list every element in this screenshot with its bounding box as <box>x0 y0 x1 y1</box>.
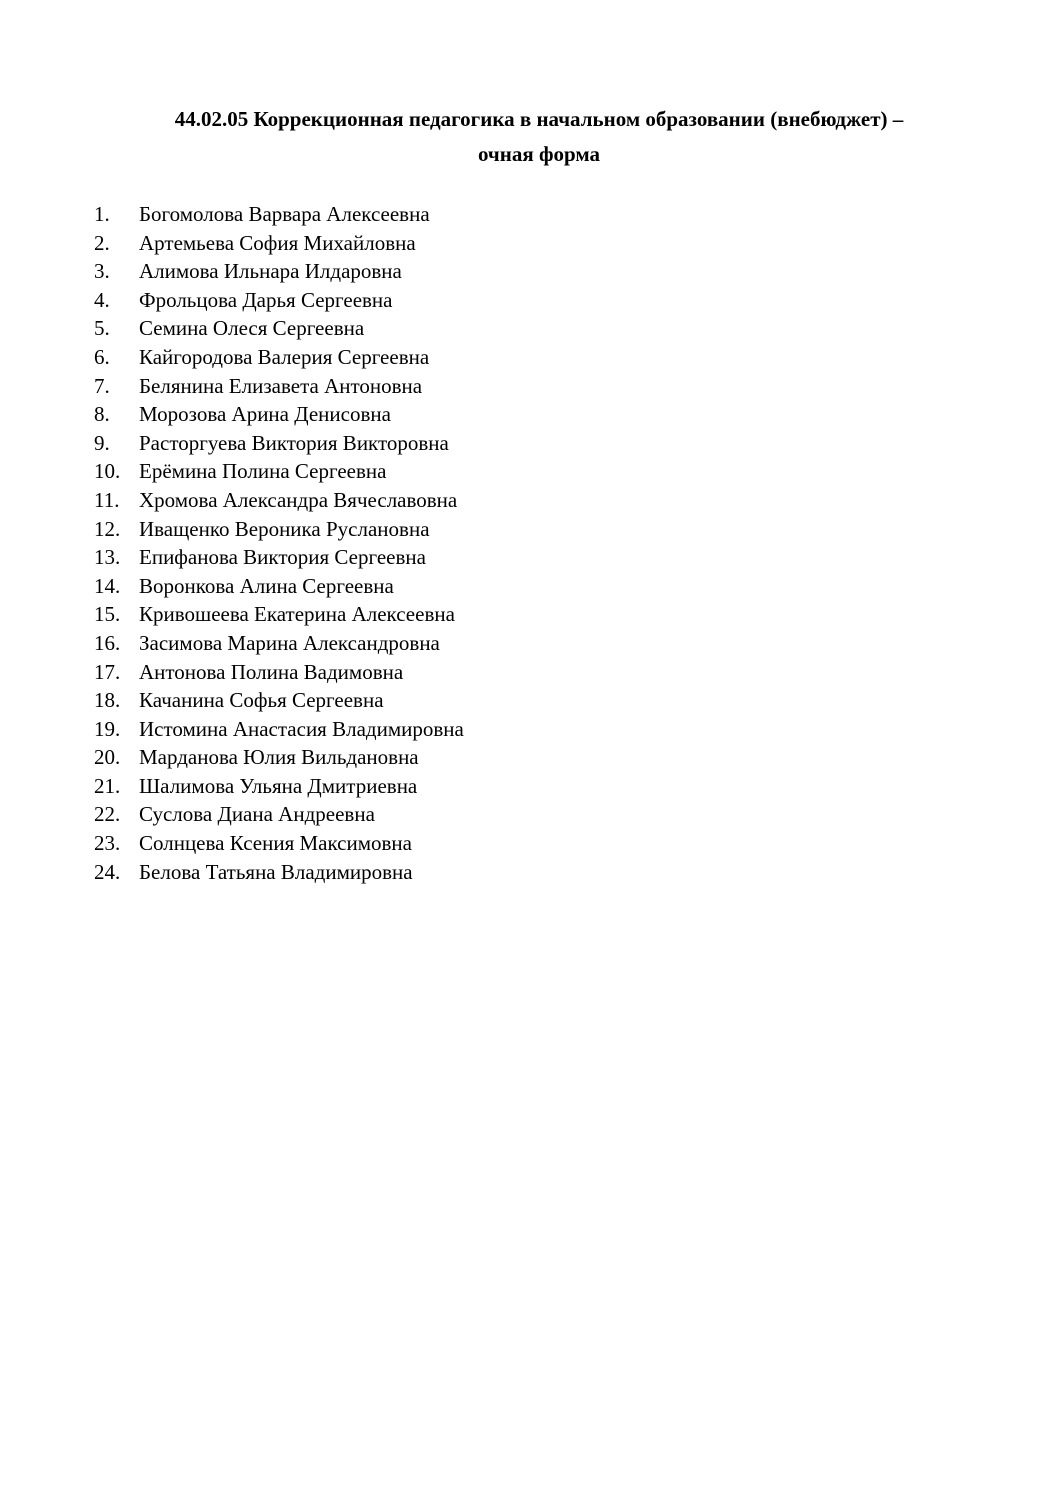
list-item <box>94 829 464 858</box>
student-name: Шалимова Ульяна Дмитриевна <box>139 773 418 798</box>
list-item <box>94 429 464 458</box>
title-line-1: 44.02.05 Коррекционная педагогика в начальном образовании (внебюджет) – <box>174 107 904 131</box>
item-number: 5. <box>94 316 110 341</box>
list-item <box>94 658 464 687</box>
item-number: 17. <box>94 659 121 684</box>
list-item <box>94 286 464 315</box>
student-list <box>94 200 464 886</box>
item-number: 8. <box>94 402 110 427</box>
item-number: 16. <box>94 630 121 655</box>
item-number: 19. <box>94 716 121 741</box>
item-number: 18. <box>94 688 121 713</box>
list-item <box>94 715 464 744</box>
list-item <box>94 600 464 629</box>
student-name: Богомолова Варвара Алексеевна <box>139 202 430 226</box>
item-number: 12. <box>94 516 121 541</box>
item-number: 13. <box>94 545 121 570</box>
item-number: 21. <box>94 773 121 798</box>
title-line-2: очная форма <box>477 142 601 166</box>
item-number: 24. <box>94 859 121 884</box>
list-item <box>94 486 464 515</box>
item-number: 10. <box>94 459 121 484</box>
list-item <box>94 686 464 715</box>
student-name: Марданова Юлия Вильдановна <box>139 745 419 770</box>
student-name: Семина Олеся Сергеевна <box>139 316 365 341</box>
list-item <box>94 457 464 486</box>
list-item <box>94 743 464 772</box>
item-number: 15. <box>94 602 121 627</box>
list-item <box>94 400 464 429</box>
list-item <box>94 572 464 601</box>
list-item <box>94 200 464 229</box>
student-name: Артемьева София Михайловна <box>139 230 416 255</box>
student-name: Фрольцова Дарья Сергеевна <box>139 287 393 312</box>
list-item <box>94 229 464 258</box>
list-item <box>94 800 464 829</box>
student-name: Ерёмина Полина Сергеевна <box>139 459 387 484</box>
list-item <box>94 772 464 801</box>
student-name: Солнцева Ксения Максимовна <box>139 831 412 856</box>
item-number: 6. <box>94 344 110 369</box>
student-name: Иващенко Вероника Руслановна <box>139 516 430 541</box>
list-item <box>94 343 464 372</box>
document-title <box>60 102 1018 172</box>
list-item <box>94 257 464 286</box>
student-name: Воронкова Алина Сергеевна <box>139 573 394 598</box>
list-item <box>94 515 464 544</box>
list-item <box>94 629 464 658</box>
student-name: Засимова Марина Александровна <box>139 630 440 655</box>
student-name: Алимова Ильнара Илдаровна <box>139 259 402 284</box>
item-number: 23. <box>94 831 121 856</box>
student-name: Морозова Арина Денисовна <box>139 402 391 427</box>
student-name: Кайгородова Валерия Сергеевна <box>139 344 430 369</box>
list-item <box>94 314 464 343</box>
item-number: 22. <box>94 802 121 827</box>
item-number: 14. <box>94 573 121 598</box>
student-name: Кривошеева Екатерина Алексеевна <box>139 602 455 627</box>
student-name: Хромова Александра Вячеславовна <box>139 487 458 512</box>
item-number: 4. <box>94 287 110 312</box>
item-number: 1. <box>94 202 110 226</box>
list-item <box>94 543 464 572</box>
item-number: 9. <box>94 430 110 455</box>
item-number: 7. <box>94 373 110 398</box>
student-name: Белова Татьяна Владимировна <box>139 859 413 884</box>
item-number: 20. <box>94 745 121 770</box>
student-name: Качанина Софья Сергеевна <box>139 688 384 713</box>
item-number: 2. <box>94 230 110 255</box>
student-name: Белянина Елизавета Антоновна <box>139 373 423 398</box>
student-name: Антонова Полина Вадимовна <box>139 659 404 684</box>
student-name: Епифанова Виктория Сергеевна <box>139 545 426 570</box>
list-item <box>94 858 464 887</box>
student-name: Истомина Анастасия Владимировна <box>139 716 464 741</box>
student-name: Суслова Диана Андреевна <box>139 802 375 827</box>
student-name: Расторгуева Виктория Викторовна <box>139 430 449 455</box>
item-number: 11. <box>94 487 120 512</box>
item-number: 3. <box>94 259 110 284</box>
list-item <box>94 372 464 401</box>
